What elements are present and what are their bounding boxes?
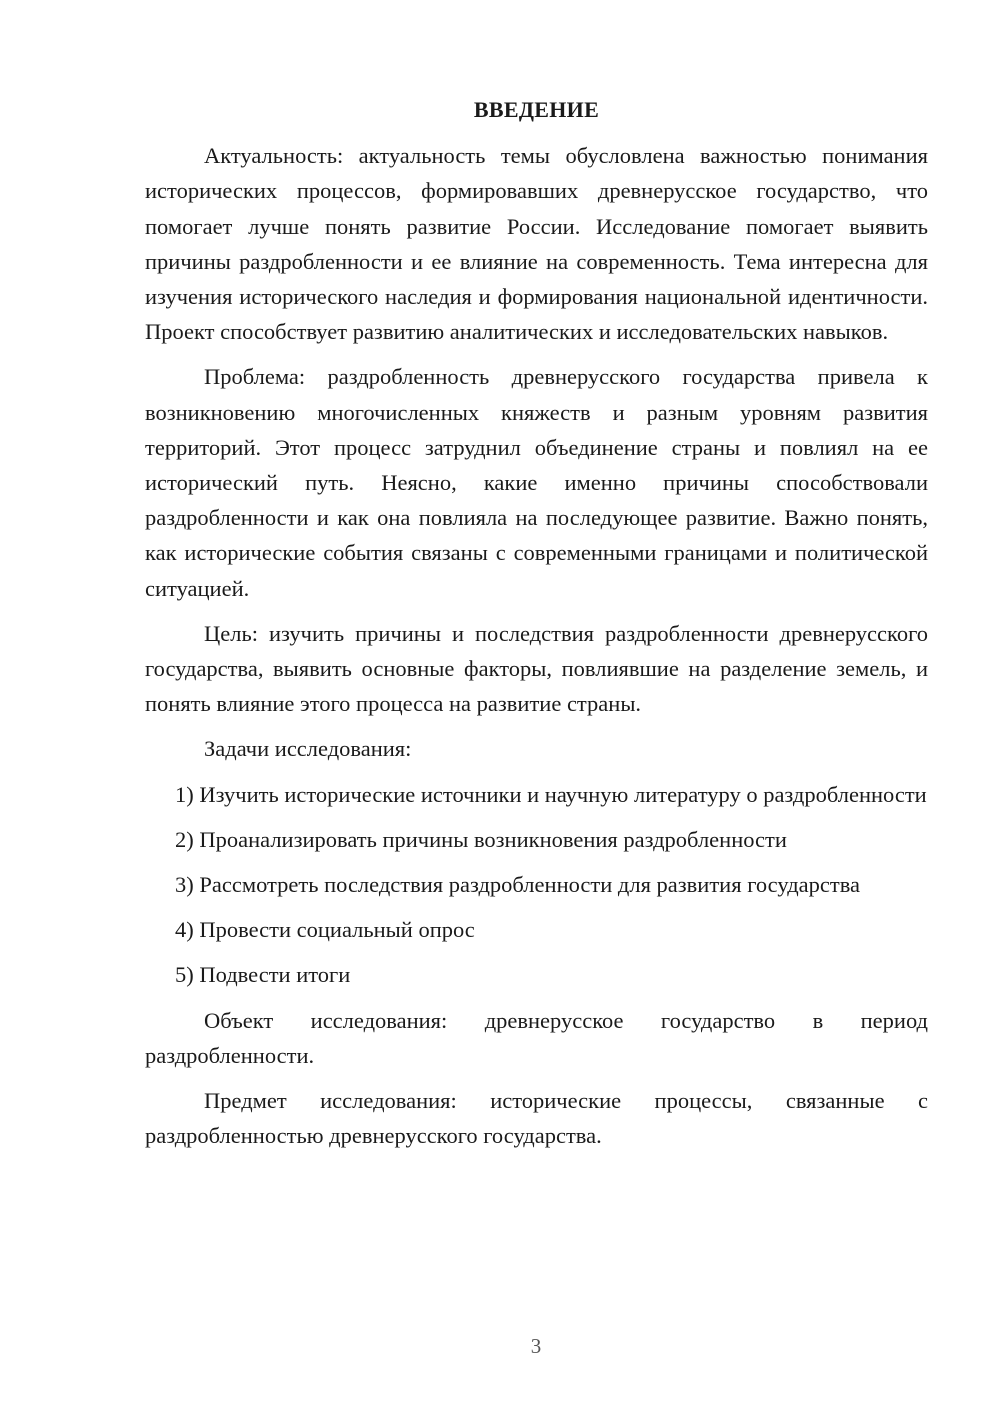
- paragraph-subject: Предмет исследования: исторические процессы, связанные с раздробленностью древнерусского государства.: [145, 1088, 928, 1149]
- tasks-title: Задачи исследования:: [204, 736, 412, 762]
- document-page: [145, 92, 928, 1163]
- task-item-4: 4) Провести социальный опрос: [175, 917, 475, 943]
- page-number: 3: [530, 1334, 542, 1358]
- task-item-3: 3) Рассмотреть последствия раздробленности для развития государства: [175, 872, 861, 898]
- task-item-2: 2) Проанализировать причины возникновения раздробленности: [175, 826, 787, 852]
- paragraph-object: Объект исследования: древнерусское государство в период раздробленности.: [145, 1007, 928, 1068]
- paragraph-goal: Цель: изучить причины и последствия раздробленности древнерусского государства, выявить основные факторы, повлиявшие на разделение земель, и понять влияние этого процесса на развитие страны.: [145, 620, 928, 717]
- section-heading: ВВЕДЕНИЕ: [473, 97, 600, 122]
- paragraph-relevance: Актуальность: актуальность темы обусловлена важностью понимания исторических процессов, формировавших древнерусское государство, что помогает лучше понять развитие России. Исследование помогает выявить причины раздробленности и ее влияние на современность. Тема интересна для изучения исторического наследия и формирования национальной идентичности. Проект способствует развитию аналитических и исследовательских навыков.: [145, 143, 928, 345]
- task-item-5: 5) Подвести итоги: [175, 962, 351, 988]
- task-item-1: 1) Изучить исторические источники и научную литературу о раздробленности: [175, 781, 927, 807]
- paragraph-problem: Проблема: раздробленность древнерусского государства привела к возникновению многочисленных княжеств и разным уровням развития территорий. Этот процесс затруднил объединение страны и повлиял на ее исторический путь. Неясно, какие именно причины способствовали раздробленности и как она повлияла на последующее развитие. Важно понять, как исторические события связаны с современными границами и политической ситуацией.: [145, 364, 928, 601]
